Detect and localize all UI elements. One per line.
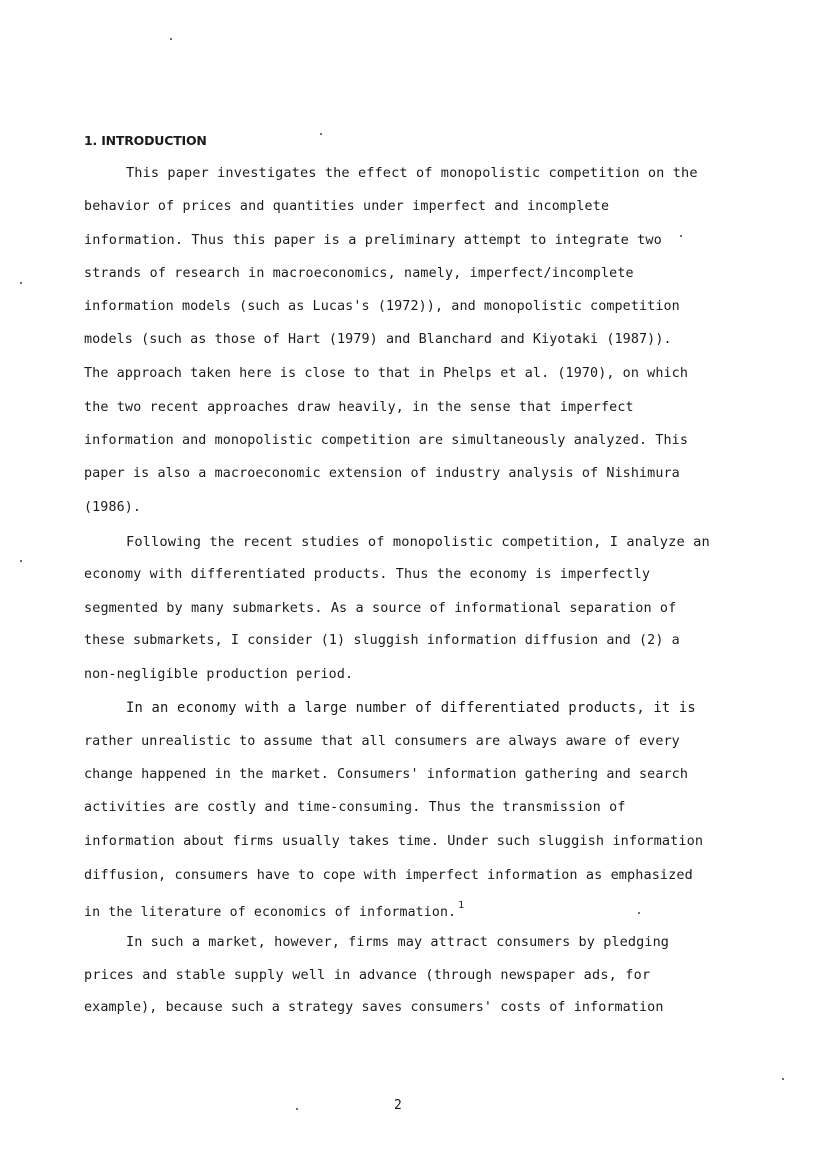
scan-speck — [20, 560, 22, 562]
footnote-reference: 1 — [458, 900, 465, 911]
text-line: diffusion, consumers have to cope with imperfect information as emphasized — [84, 867, 693, 883]
scan-speck — [680, 235, 682, 237]
text-line: information about firms usually takes time. Under such sluggish information — [84, 833, 704, 849]
text-line — [84, 900, 464, 920]
scan-speck — [296, 1108, 298, 1110]
text-line: rather unrealistic to assume that all consumers are always aware of every — [84, 734, 680, 749]
text-line: In an economy with a large number of differentiated products, it is — [126, 700, 696, 716]
scan-speck — [170, 38, 172, 40]
text-line: In such a market, however, firms may attract consumers by pledging — [126, 934, 670, 950]
text-line: segmented by many submarkets. As a source of informational separation of — [84, 600, 677, 616]
text-line: strands of research in macroeconomics, namely, imperfect/incomplete — [84, 266, 634, 281]
scan-speck — [320, 133, 322, 135]
text-line: change happened in the market. Consumers' information gathering and search — [84, 767, 688, 782]
text-line: behavior of prices and quantities under imperfect and incomplete — [84, 199, 610, 214]
text-line: paper is also a macroeconomic extension of industry analysis of Nishimura — [84, 466, 680, 481]
page-number: 2 — [394, 1098, 402, 1113]
text-line: the two recent approaches draw heavily, in the sense that imperfect — [84, 400, 634, 415]
text-line: models (such as those of Hart (1979) and Blanchard and Kiyotaki (1987)). — [84, 332, 672, 347]
text-line: these submarkets, I consider (1) sluggish information diffusion and (2) a — [84, 633, 680, 648]
scan-speck — [638, 912, 640, 914]
text-line: This paper investigates the effect of monopolistic competition on the — [126, 165, 698, 181]
text-line: information. Thus this paper is a preliminary attempt to integrate two — [84, 232, 662, 248]
text-line: example), because such a strategy saves consumers' costs of information — [84, 1000, 664, 1015]
text-line: activities are costly and time-consuming. Thus the transmission of — [84, 800, 626, 815]
text-line: non-negligible production period. — [84, 667, 354, 682]
scan-speck — [20, 282, 22, 284]
text-line: information and monopolistic competition are simultaneously analyzed. This — [84, 433, 688, 448]
text-line: information models (such as Lucas's (1972)), and monopolistic competition — [84, 299, 680, 314]
text-line: The approach taken here is close to that in Phelps et al. (1970), on which — [84, 366, 688, 381]
text-line: economy with differentiated products. Thus the economy is imperfectly — [84, 567, 651, 582]
text-line-content: in the literature of economics of information. — [84, 905, 457, 920]
text-line: Following the recent studies of monopolistic competition, I analyze an — [126, 534, 710, 550]
text-line: prices and stable supply well in advance (through newspaper ads, for — [84, 967, 651, 983]
section-heading: 1. INTRODUCTION — [84, 133, 207, 148]
text-line: (1986). — [84, 500, 142, 515]
scan-speck — [782, 1078, 784, 1080]
